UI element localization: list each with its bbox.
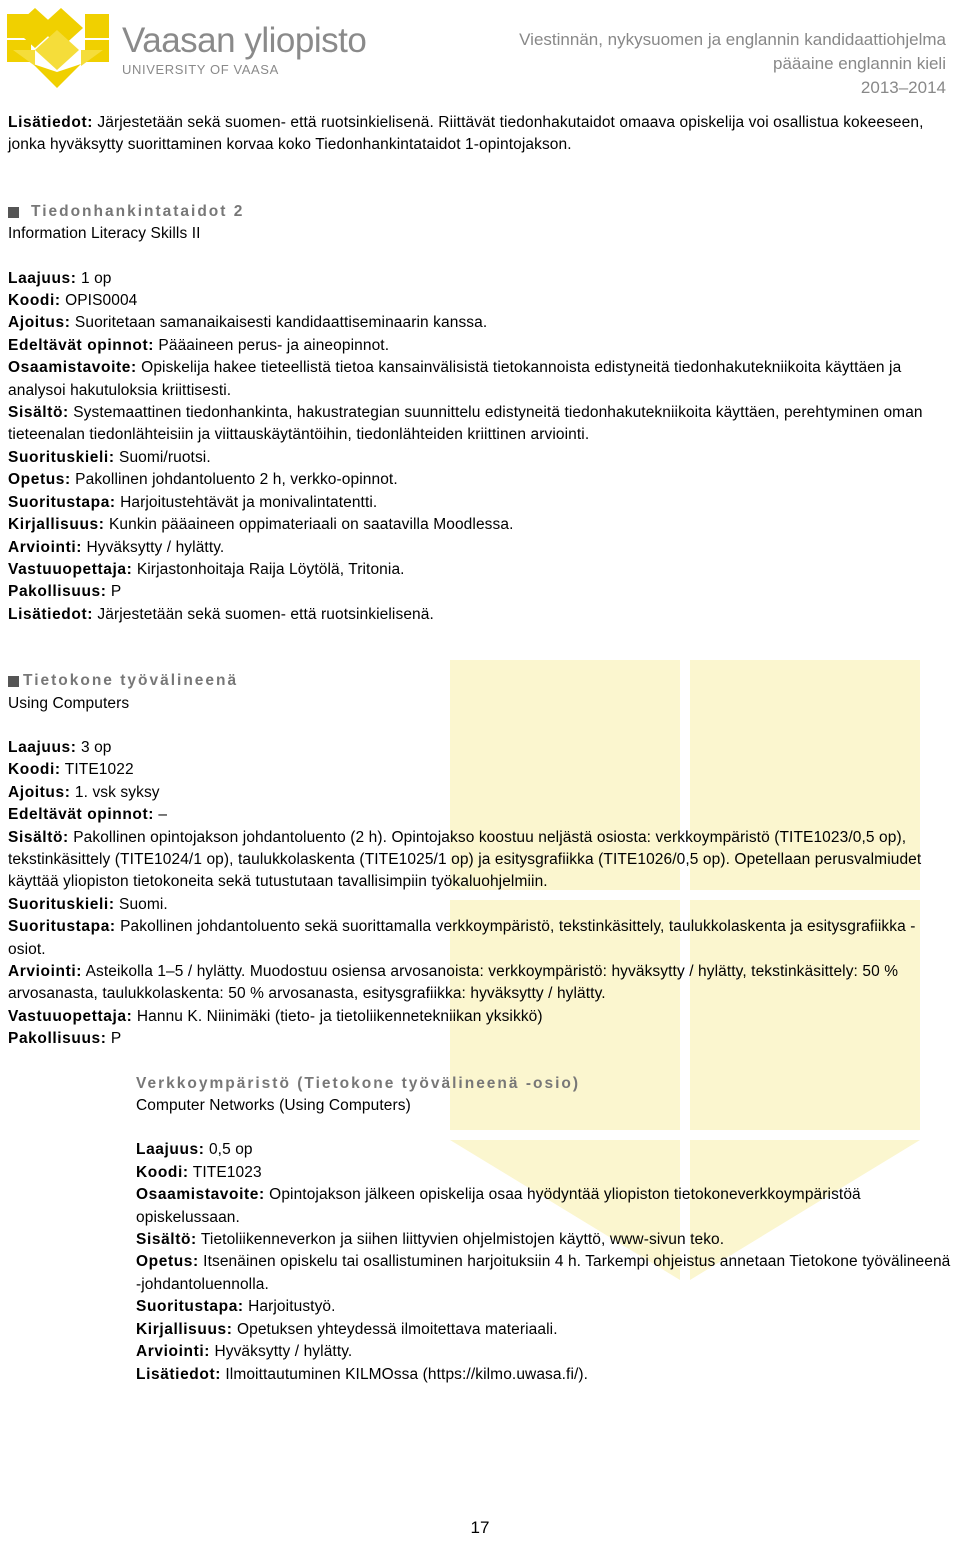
field-value: Pääaineen perus- ja aineopinnot. [154,336,390,354]
field-arviointi [136,1341,952,1363]
field-label: Ajoitus: [8,783,71,801]
field-label: Pakollisuus: [8,1030,107,1048]
field-value: Pakollinen johdantoluento 2 h, verkko-opinnot. [70,471,398,489]
field-value: TITE1022 [60,761,134,779]
field-koodi [136,1162,952,1184]
field-arviointi [8,961,952,1006]
field-value: P [106,1030,122,1048]
field-ajoitus [8,312,952,334]
course-subtitle: Information Literacy Skills II [8,225,201,243]
field-arviointi [8,537,952,559]
field-vastuuopettaja [8,1006,952,1028]
field-value: Opintojakson jälkeen opiskelija osaa hyödyntää yliopiston tietokoneverkkoympäristöä opiskelussaan. [136,1186,861,1226]
field-value: Systemaattinen tiedonhankinta, hakustrategian suunnittelu edistyneitä tiedonhakutekniikoita käyttäen, perehtyminen oman tieteenalan tiedonlähteisiin ja viittauskäytäntöihin, tiedonlähteiden kriittinen arviointi. [8,404,923,444]
submodule-title: Verkkoympäristö (Tietokone työvälineenä -osio) [136,1074,581,1092]
field-label: Lisätiedot: [8,605,93,623]
field-value: Asteikolla 1–5 / hylätty. Muodostuu osiensa arvosanoista: verkkoympäristö: hyväksytty / hylätty, tekstinkäsittely: 50 % arvosanasta, taulukkolaskenta: 50 % arvosanasta, esitysgrafiikka: hyväksytty / hylätty. [8,963,899,1003]
field-label: Laajuus: [8,738,77,756]
intro-lisatiedot [8,112,952,157]
field-value: Pakollinen johdantoluento sekä suorittamalla verkkoympäristö, tekstinkäsittely, taulukkolaskenta ja esitysgrafiikka -osiot. [8,918,916,958]
course-title [8,201,952,223]
field-label: Suoritustapa: [8,918,116,936]
field-label: Lisätiedot: [136,1365,221,1383]
field-label: Pakollisuus: [8,583,107,601]
page-header [0,0,960,100]
field-laajuus [136,1139,952,1161]
course-subtitle: Using Computers [8,694,130,712]
field-lisatiedot [8,604,952,626]
field-suoritustapa [136,1296,952,1318]
field-value: Opiskelija hakee tieteellistä tietoa kansainvälisistä tietokannoista edistyneitä tiedonhakutekniikoita käyttäen ja analysoi hakutuloksia kriittisesti. [8,359,902,399]
field-label: Ajoitus: [8,314,71,332]
field-value: Järjestetään sekä suomen- että ruotsinkielisenä. Riittävät tiedonhakutaidot omaava opiskelija voi osallistua kokeeseen, jonka hyväksytty suorittaminen korvaa koko Tiedonhankintataidot 1-opintojakson. [8,114,924,154]
field-label: Sisältö: [8,828,69,846]
field-label: Koodi: [8,292,61,310]
course-title-text: Tietokone työvälineenä [23,672,239,690]
field-label: Suorituskieli: [8,448,115,466]
field-value: Pakollinen opintojakson johdantoluento (2 h). Opintojakso koostuu neljästä osiosta: verkkoympäristö (TITE1023/0,5 op), tekstinkäsittely (TITE1024/1 op), taulukkolaskenta (TITE1025/1 op) ja esitysgrafiikka (TITE1026/0,5 op). Opetellaan perusvalmiudet käyttää yliopiston tietokoneita sekä tutustutaan tavallisimpiin työkaluohjelmiin. [8,828,922,891]
field-label: Sisältö: [136,1231,197,1249]
field-kirjallisuus [8,514,952,536]
field-label: Kirjallisuus: [136,1320,233,1338]
field-value: Ilmoittautuminen KILMOssa (https://kilmo.uwasa.fi/). [220,1365,589,1383]
field-value: 0,5 op [204,1141,253,1159]
field-label: Suoritustapa: [8,493,116,511]
logo-subtitle: UNIVERSITY OF VAASA [122,62,279,77]
field-label: Osaamistavoite: [8,359,137,377]
program-title: Viestinnän, nykysuomen ja englannin kandidaattiohjelma [519,30,946,49]
square-bullet-icon [8,676,19,687]
field-value: Tietoliikenneverkon ja siihen liittyvien ohjelmistojen käyttö, www-sivun teko. [196,1231,725,1249]
page-number: 17 [470,1518,490,1537]
field-value: OPIS0004 [60,292,138,310]
field-label: Sisältö: [8,404,69,422]
field-label: Laajuus: [8,269,77,287]
field-opetus [136,1251,952,1296]
field-osaamistavoite [136,1184,952,1229]
field-value: TITE1023 [188,1163,262,1181]
field-edeltavat [8,804,952,826]
field-lisatiedot [136,1364,952,1386]
field-value: Kunkin pääaineen oppimateriaali on saatavilla Moodlessa. [104,516,514,534]
field-label: Edeltävät opinnot: [8,336,154,354]
field-value: – [154,806,168,824]
submodule-subtitle: Computer Networks (Using Computers) [136,1097,411,1115]
field-value: Suomi/ruotsi. [114,448,211,466]
course-title-text: Tiedonhankintataidot 2 [31,202,245,220]
field-label: Vastuuopettaja: [8,560,133,578]
field-value: Kirjastonhoitaja Raija Löytölä, Tritonia. [132,560,405,578]
field-label: Kirjallisuus: [8,516,105,534]
field-value: Hyväksytty / hylätty. [82,538,225,556]
square-bullet-icon [8,207,19,218]
field-value: Suoritetaan samanaikaisesti kandidaattiseminaarin kanssa. [70,314,488,332]
field-value: Hannu K. Niinimäki (tieto- ja tietoliikennetekniikan yksikkö) [132,1007,543,1025]
field-label: Vastuuopettaja: [8,1007,133,1025]
field-value: Harjoitustyö. [243,1298,336,1316]
field-sisalto [8,402,952,447]
sub-module [136,1073,952,1386]
field-sisalto [8,827,952,894]
field-value: 1. vsk syksy [70,783,160,801]
field-edeltavat [8,335,952,357]
field-label: Arviointi: [136,1343,211,1361]
field-label: Arviointi: [8,963,83,980]
field-pakollisuus [8,581,952,603]
field-koodi [8,759,952,781]
field-label: Koodi: [136,1163,189,1181]
field-vastuuopettaja [8,559,952,581]
field-value: Itsenäinen opiskelu tai osallistuminen harjoituksiin 4 h. Tarkempi ohjeistus annetaan Tietokone työvälineenä -johdantoluennolla. [136,1253,951,1293]
field-opetus [8,469,952,491]
field-suorituskieli [8,894,952,916]
field-value: P [106,583,122,601]
field-label: Koodi: [8,761,61,779]
field-label: Suoritustapa: [136,1298,244,1316]
field-kirjallisuus [136,1319,952,1341]
page-content [8,112,952,1386]
field-value: Opetuksen yhteydessä ilmoitettava materiaali. [232,1320,558,1338]
field-label: Laajuus: [136,1141,205,1159]
logo-name: Vaasan yliopisto [122,21,367,60]
field-koodi [8,290,952,312]
field-suoritustapa [8,916,952,961]
field-label: Osaamistavoite: [136,1186,265,1204]
field-value: Järjestetään sekä suomen- että ruotsinkielisenä. [92,605,434,623]
field-suoritustapa [8,492,952,514]
field-value: 3 op [76,738,112,756]
field-label: Arviointi: [8,538,83,556]
field-osaamistavoite [8,357,952,402]
program-major: pääaine englannin kieli [773,54,946,73]
field-label: Suorituskieli: [8,895,115,913]
field-suorituskieli [8,447,952,469]
course-title [8,670,952,692]
university-logo-heart-icon [5,6,111,92]
logo-text [122,22,366,78]
field-value: Harjoitustehtävät ja monivalintatentti. [115,493,378,511]
field-laajuus [8,737,952,759]
academic-years: 2013–2014 [860,78,946,97]
field-pakollisuus [8,1028,952,1050]
field-label: Lisätiedot: [8,114,93,131]
field-value: Hyväksytty / hylätty. [210,1343,353,1361]
field-laajuus [8,268,952,290]
field-label: Opetus: [8,471,71,489]
field-label: Edeltävät opinnot: [8,806,154,824]
field-value: 1 op [76,269,112,287]
program-info [519,28,946,100]
field-label: Opetus: [136,1253,199,1271]
field-ajoitus [8,782,952,804]
field-value: Suomi. [114,895,168,913]
field-sisalto [136,1229,952,1251]
